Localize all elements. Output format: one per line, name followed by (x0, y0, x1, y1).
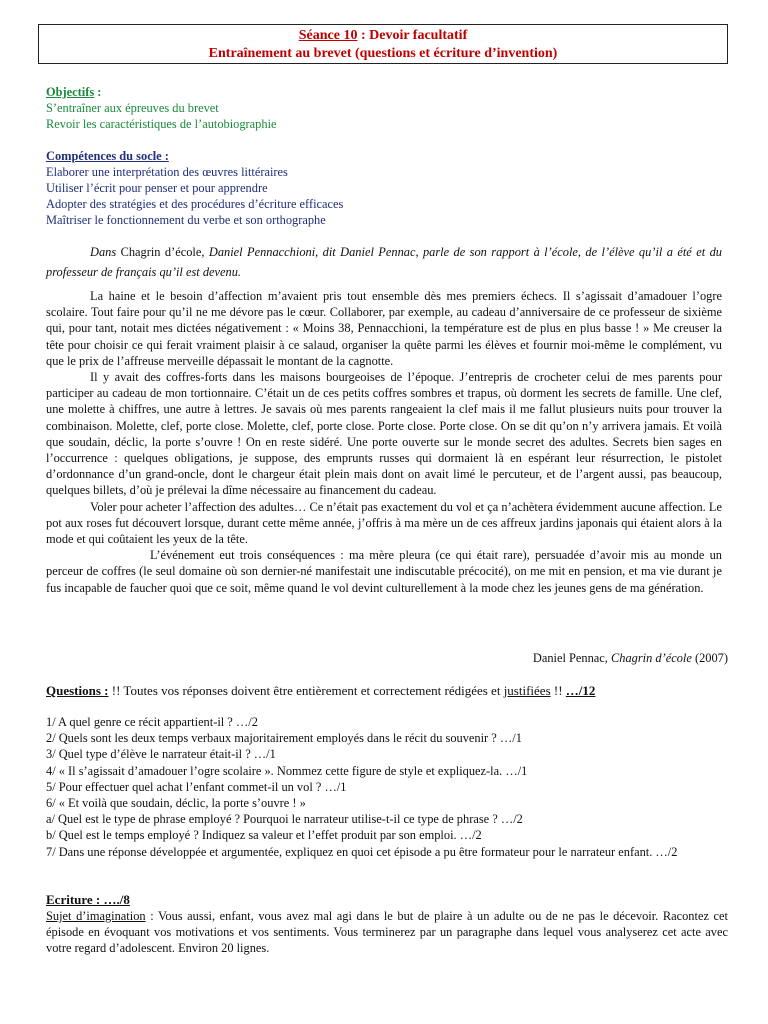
question-item: 6/ « Et voilà que soudain, déclic, la porte s’ouvre ! » (46, 796, 306, 811)
intro-paragraph (46, 242, 722, 282)
objectifs-colon: : (94, 85, 102, 99)
competences-section (46, 148, 343, 228)
competence-item: Elaborer une interprétation des œuvres littéraires (46, 165, 288, 179)
excerpt-paragraph: Voler pour acheter l’affection des adultes… Ce n’était pas exactement du vol et ça n’achètera évidemment aucune affection. Le pot aux roses fut découvert lorsque, durant cette même année, j’offris à ma mère un de ces affreux jardins japonais qui étaient alors à la mode et qui coûtaient les yeux de la tête. (46, 499, 722, 547)
excerpt-paragraph: La haine et le besoin d’affection m’avaient pris tout ensemble dès mes premiers échecs. Il s’agissait d’amadouer l’ogre scolaire. Tout faire pour qu’il ne me dévore pas le cœur. Collaborer, par exemple, au cadeau d’anniversaire de ce professeur de sixième qui, pour tant, notait mes dictées négativement : « Moins 38, Pennacchioni, la température est de plus en plus basse ! » Me creuser la tête pour choisir ce qui ferait vraiment plaisir à ce salaud, organiser la quête parmi les élèves et fournir moi-même le complément, vu que le prix de l’affreuse merveille dépassait le montant de la cagnotte. (46, 289, 722, 368)
header-box (38, 24, 728, 64)
competence-item: Maîtriser le fonctionnement du verbe et son orthographe (46, 213, 326, 227)
sujet-text: : Vous aussi, enfant, vous avez mal agi dans le but de plaire à un adulte ou de ne pas le décevoir. Racontez cet épisode en évoquant vos motivations et vos sentiments. Vous terminerez par un paragraphe dans lequel vous analyserez cet acte avec votre regard d’adolescent. Environ 20 lignes. (46, 909, 728, 956)
excerpt-paragraph: L’événement eut trois conséquences : ma mère pleura (ce qui était rare), persuadée d’avoir mis au monde un perceur de coffres (le seul domaine où son dernier-né manifestait une indiscutable précocité), on me mit en pension, et ma vie durant je fus incapable de faucher quoi que ce soit, même quand le vol devint culturellement à la mode chez les jeunes gens de ma génération. (46, 548, 722, 595)
competence-item: Utiliser l’écrit pour penser et pour apprendre (46, 181, 268, 195)
questions-bang: !! (550, 683, 566, 698)
intro-part1: Dans (90, 245, 121, 259)
source-citation (533, 651, 728, 666)
objectif-item: S’entraîner aux épreuves du brevet (46, 101, 219, 115)
questions-heading (46, 683, 726, 699)
question-item: b/ Quel est le temps employé ? Indiquez sa valeur et l’effet produit par son emploi. …/2 (46, 828, 482, 843)
questions-list (46, 714, 726, 860)
intro-part2: , Daniel Pennacchioni, dit Daniel Pennac, parle de son rapport à l’école, de l’élève qu’il a été et du professeur de français qu’il est devenu. (46, 245, 722, 279)
competences-heading: Compétences du socle : (46, 149, 169, 163)
excerpt-text (46, 288, 722, 596)
source-author: Daniel Pennac, (532, 651, 611, 665)
objectifs-section (46, 84, 277, 132)
questions-justified: justifiées (503, 683, 551, 698)
sujet-label: Sujet d’imagination (46, 909, 146, 923)
question-item: 1/ A quel genre ce récit appartient-il ? …/2 (46, 715, 258, 729)
source-title: Chagrin d’école (610, 651, 692, 665)
questions-score: …/12 (565, 683, 596, 698)
question-item: a/ Quel est le type de phrase employé ? Pourquoi le narrateur utilise-t-il ce type de phrase ? …/2 (46, 812, 523, 827)
ecriture-heading: Ecriture : …./8 (46, 892, 130, 907)
sujet-paragraph (46, 908, 728, 957)
seance-subtitle: Entraînement au brevet (questions et écriture d’invention) (208, 46, 558, 61)
intro-book-title: Chagrin d’école (120, 245, 202, 259)
question-item: 7/ Dans une réponse développée et argumentée, expliquez en quoi cet épisode a pu être formateur pour le narrateur enfant. …/2 (46, 844, 678, 859)
question-item: 4/ « Il s’agissait d’amadouer l’ogre scolaire ». Nommez cette figure de style et expliquez-la. …/1 (46, 763, 528, 778)
seance-rest: : Devoir facultatif (357, 28, 468, 43)
objectifs-heading-text: Objectifs (46, 85, 95, 99)
seance-number: Séance 10 (298, 28, 358, 43)
question-item: 3/ Quel type d’élève le narrateur était-il ? …/1 (46, 747, 276, 762)
objectif-item: Revoir les caractéristiques de l’autobiographie (46, 117, 277, 131)
questions-label: Questions : (46, 683, 109, 698)
excerpt-paragraph: Il y avait des coffres-forts dans les maisons bourgeoises de l’époque. J’entrepris de crocheter celui de mes parents pour participer au cadeau de mon tortionnaire. C’était un de ces petits coffres sombres et trapus, où dorment les secrets de famille. Une clef, une molette à chiffres, une autre à lettres. Je savais où mes parents rangeaient la clef mais il me fallut plusieurs nuits pour trouver la combinaison. Molette, clef, porte close. Molette, clef, porte close. Porte close. Porte close. On se dit qu’on n’y arrivera jamais. Et voilà que soudain, déclic, la porte s’ouvre ! On en reste sidéré. Une porte ouverte sur le monde secret des adultes. Secrets bien sages en l’occurrence : quelques obligations, je suppose, des emprunts russes qui dormaient là en espérant leur résurrection, le pistolet d’ordonnance d’un grand-oncle, dont le chargeur était plein mais dont on avait limé le percuteur, et de l’argent aussi, pas beaucoup, quelques billets, d’où je prélevai la dîme nécessaire au financement du cadeau. (46, 370, 722, 498)
questions-instructions: !! Toutes vos réponses doivent être entièrement et correctement rédigées et (108, 683, 504, 698)
competence-item: Adopter des stratégies et des procédures d’écriture efficaces (46, 197, 344, 211)
objectifs-heading (46, 84, 277, 100)
question-item: 2/ Quels sont les deux temps verbaux majoritairement employés dans le récit du souvenir ? …/1 (46, 731, 522, 746)
source-year: (2007) (691, 651, 728, 665)
seance-title (39, 27, 727, 45)
question-item: 5/ Pour effectuer quel achat l’enfant commet-il un vol ? …/1 (46, 779, 347, 794)
